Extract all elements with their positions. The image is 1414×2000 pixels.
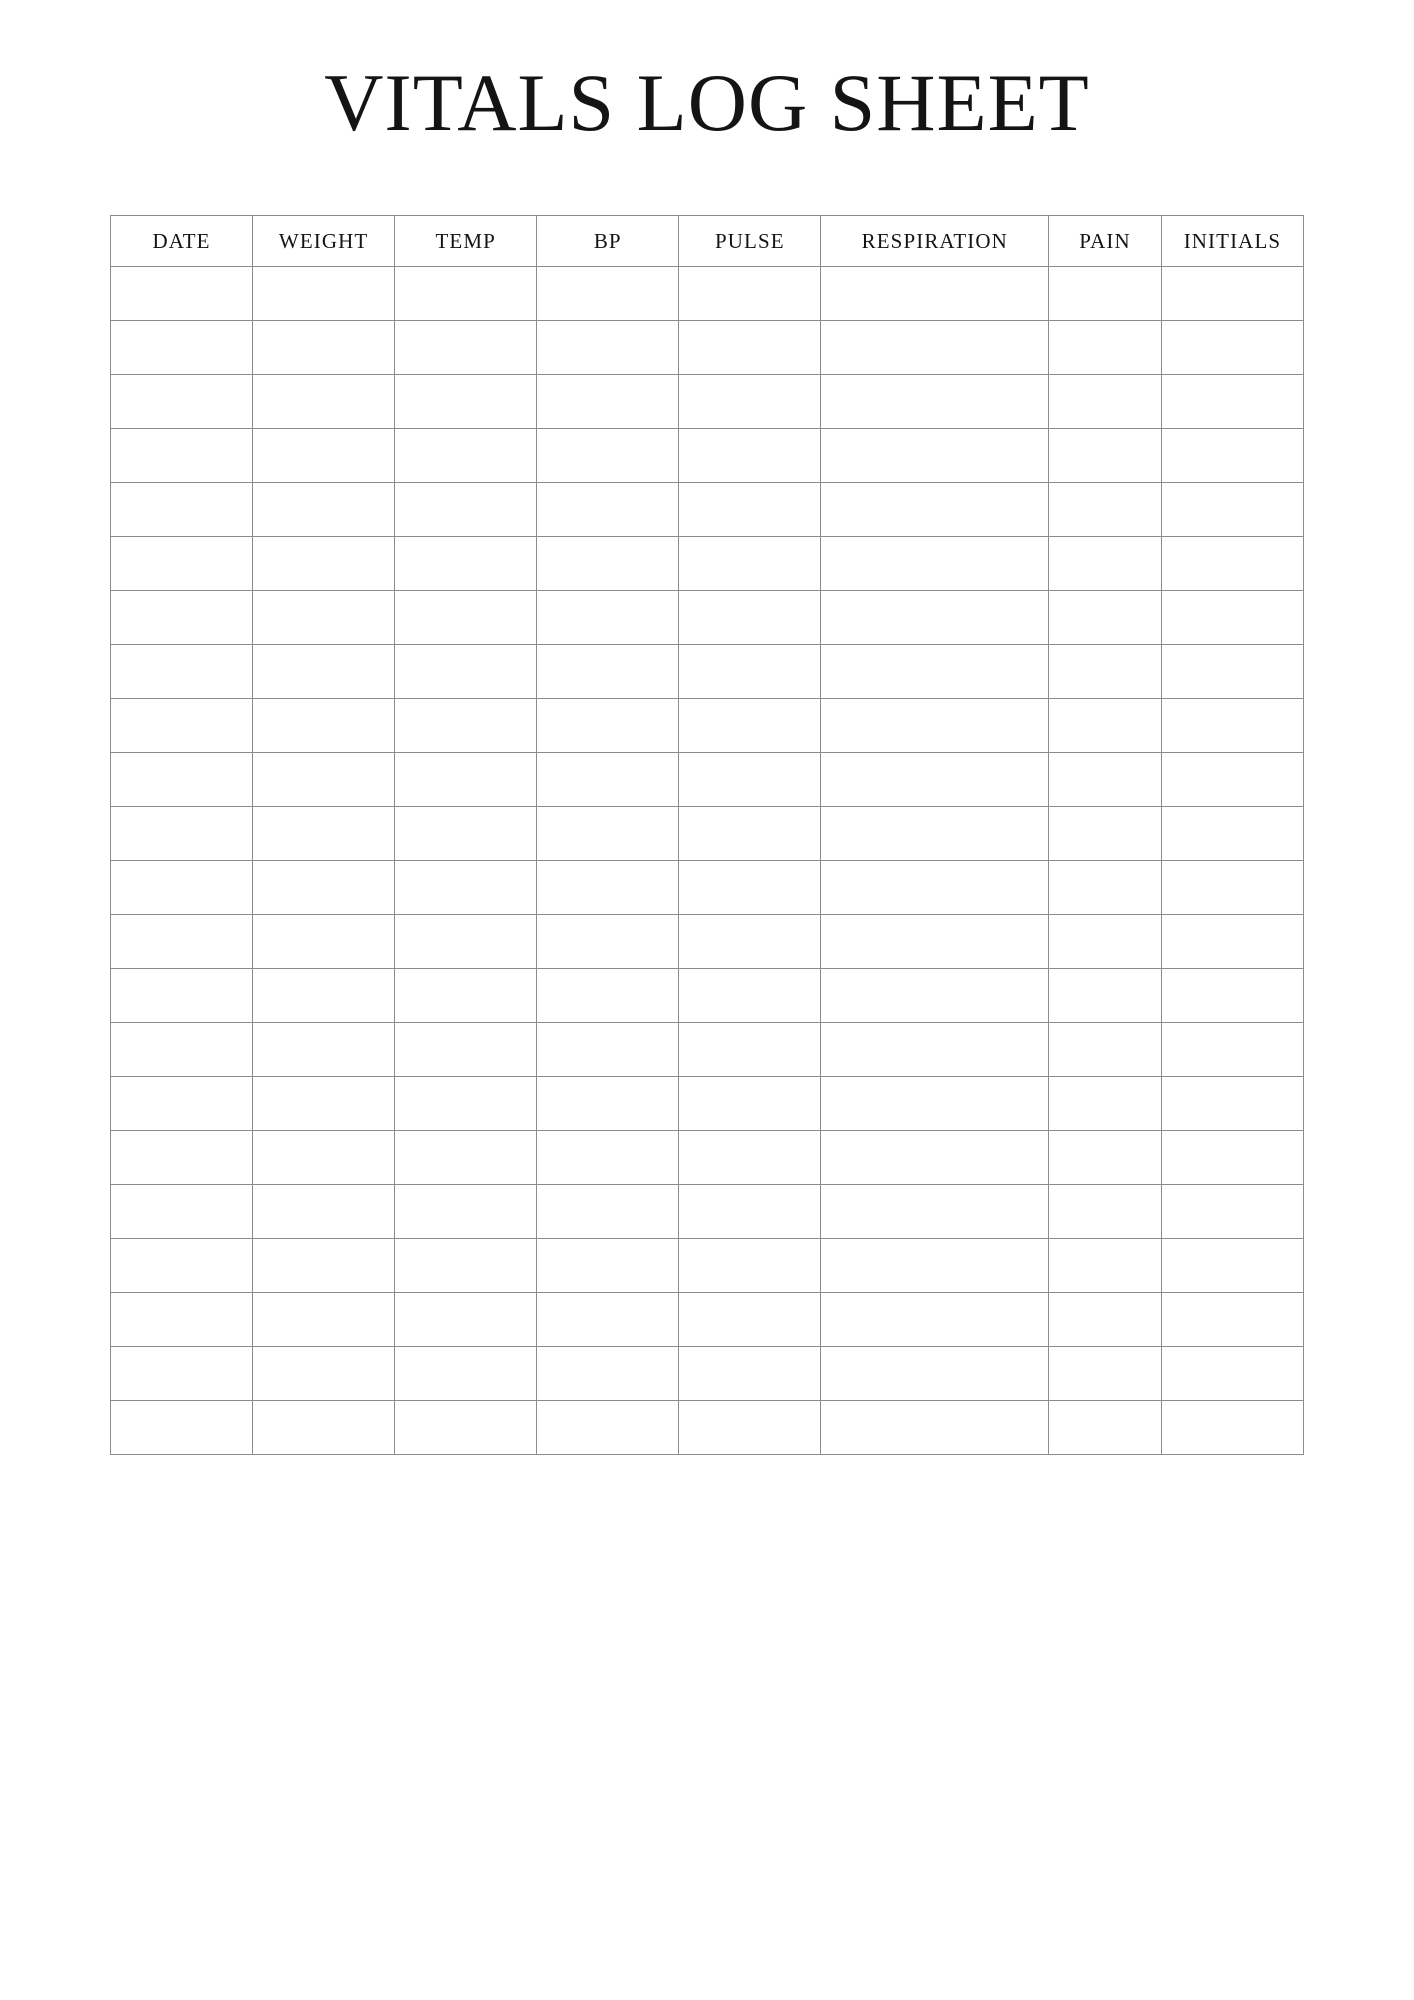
table-cell-weight[interactable] (253, 1185, 395, 1239)
table-cell-bp[interactable] (537, 915, 679, 969)
table-cell-pulse[interactable] (679, 861, 821, 915)
table-row (111, 1023, 1304, 1077)
table-cell-temp[interactable] (395, 645, 537, 699)
table-cell-temp[interactable] (395, 591, 537, 645)
column-header-weight: WEIGHT (253, 216, 395, 267)
table-cell-weight[interactable] (253, 537, 395, 591)
table-row (111, 1293, 1304, 1347)
table-cell-respiration[interactable] (821, 1293, 1049, 1347)
column-header-temp: TEMP (395, 216, 537, 267)
table-cell-weight[interactable] (253, 1401, 395, 1455)
table-cell-pain[interactable] (1049, 537, 1162, 591)
table-cell-temp[interactable] (395, 699, 537, 753)
table-cell-pain[interactable] (1049, 969, 1162, 1023)
table-cell-temp[interactable] (395, 321, 537, 375)
column-header-date: DATE (111, 216, 253, 267)
table-row (111, 807, 1304, 861)
table-cell-date[interactable] (111, 267, 253, 321)
table-row (111, 1131, 1304, 1185)
table-cell-initials[interactable] (1161, 1185, 1303, 1239)
table-row (111, 537, 1304, 591)
table-cell-initials[interactable] (1161, 969, 1303, 1023)
table-cell-pulse[interactable] (679, 645, 821, 699)
table-cell-date[interactable] (111, 699, 253, 753)
table-cell-date[interactable] (111, 1239, 253, 1293)
table-cell-pain[interactable] (1049, 645, 1162, 699)
table-cell-bp[interactable] (537, 1293, 679, 1347)
table-cell-bp[interactable] (537, 753, 679, 807)
table-cell-pulse[interactable] (679, 321, 821, 375)
table-cell-initials[interactable] (1161, 1077, 1303, 1131)
table-cell-bp[interactable] (537, 429, 679, 483)
table-cell-temp[interactable] (395, 429, 537, 483)
table-cell-respiration[interactable] (821, 321, 1049, 375)
table-cell-temp[interactable] (395, 861, 537, 915)
table-cell-temp[interactable] (395, 1347, 537, 1401)
table-cell-pulse[interactable] (679, 375, 821, 429)
table-cell-bp[interactable] (537, 1401, 679, 1455)
table-cell-weight[interactable] (253, 753, 395, 807)
table-cell-pain[interactable] (1049, 321, 1162, 375)
table-cell-date[interactable] (111, 375, 253, 429)
table-cell-respiration[interactable] (821, 1185, 1049, 1239)
table-cell-pain[interactable] (1049, 1023, 1162, 1077)
table-cell-initials[interactable] (1161, 645, 1303, 699)
table-cell-respiration[interactable] (821, 861, 1049, 915)
table-cell-date[interactable] (111, 753, 253, 807)
table-cell-temp[interactable] (395, 1077, 537, 1131)
table-cell-pain[interactable] (1049, 1239, 1162, 1293)
table-cell-bp[interactable] (537, 1239, 679, 1293)
table-cell-weight[interactable] (253, 915, 395, 969)
table-cell-pain[interactable] (1049, 753, 1162, 807)
table-cell-respiration[interactable] (821, 267, 1049, 321)
table-cell-pulse[interactable] (679, 969, 821, 1023)
table-cell-initials[interactable] (1161, 537, 1303, 591)
table-cell-weight[interactable] (253, 267, 395, 321)
table-header (111, 216, 1304, 267)
table-cell-initials[interactable] (1161, 861, 1303, 915)
table-cell-pain[interactable] (1049, 267, 1162, 321)
table-cell-pain[interactable] (1049, 429, 1162, 483)
table-cell-pulse[interactable] (679, 1239, 821, 1293)
table-row (111, 267, 1304, 321)
table-cell-temp[interactable] (395, 267, 537, 321)
table-cell-date[interactable] (111, 645, 253, 699)
table-cell-date[interactable] (111, 591, 253, 645)
table-cell-pulse[interactable] (679, 483, 821, 537)
table-cell-temp[interactable] (395, 375, 537, 429)
table-cell-date[interactable] (111, 1347, 253, 1401)
table-cell-temp[interactable] (395, 969, 537, 1023)
table-cell-bp[interactable] (537, 1077, 679, 1131)
table-cell-bp[interactable] (537, 375, 679, 429)
table-cell-pain[interactable] (1049, 1131, 1162, 1185)
table-cell-bp[interactable] (537, 321, 679, 375)
vitals-table-container (110, 215, 1304, 1455)
table-cell-pain[interactable] (1049, 915, 1162, 969)
column-header-respiration: RESPIRATION (821, 216, 1049, 267)
table-cell-weight[interactable] (253, 321, 395, 375)
table-cell-respiration[interactable] (821, 537, 1049, 591)
table-cell-respiration[interactable] (821, 915, 1049, 969)
table-cell-weight[interactable] (253, 645, 395, 699)
table-row (111, 1185, 1304, 1239)
table-cell-pain[interactable] (1049, 375, 1162, 429)
table-cell-bp[interactable] (537, 267, 679, 321)
table-cell-weight[interactable] (253, 1077, 395, 1131)
table-cell-temp[interactable] (395, 537, 537, 591)
table-cell-weight[interactable] (253, 1023, 395, 1077)
table-cell-date[interactable] (111, 1131, 253, 1185)
table-cell-pain[interactable] (1049, 483, 1162, 537)
table-cell-date[interactable] (111, 915, 253, 969)
table-row (111, 483, 1304, 537)
table-cell-initials[interactable] (1161, 591, 1303, 645)
table-cell-respiration[interactable] (821, 645, 1049, 699)
table-cell-pulse[interactable] (679, 1401, 821, 1455)
table-cell-bp[interactable] (537, 537, 679, 591)
table-cell-respiration[interactable] (821, 375, 1049, 429)
table-cell-pain[interactable] (1049, 591, 1162, 645)
column-header-pain: PAIN (1049, 216, 1162, 267)
table-cell-pulse[interactable] (679, 753, 821, 807)
column-header-bp: BP (537, 216, 679, 267)
table-cell-respiration[interactable] (821, 483, 1049, 537)
table-cell-initials[interactable] (1161, 699, 1303, 753)
table-cell-pulse[interactable] (679, 537, 821, 591)
table-cell-temp[interactable] (395, 1131, 537, 1185)
table-cell-pain[interactable] (1049, 1077, 1162, 1131)
table-cell-initials[interactable] (1161, 1131, 1303, 1185)
table-cell-bp[interactable] (537, 1131, 679, 1185)
table-cell-weight[interactable] (253, 1347, 395, 1401)
table-cell-weight[interactable] (253, 591, 395, 645)
table-cell-weight[interactable] (253, 969, 395, 1023)
table-cell-date[interactable] (111, 1023, 253, 1077)
table-cell-initials[interactable] (1161, 1401, 1303, 1455)
table-cell-date[interactable] (111, 1401, 253, 1455)
table-cell-respiration[interactable] (821, 807, 1049, 861)
table-row (111, 1347, 1304, 1401)
table-cell-bp[interactable] (537, 861, 679, 915)
table-cell-pulse[interactable] (679, 1077, 821, 1131)
table-cell-weight[interactable] (253, 699, 395, 753)
table-cell-initials[interactable] (1161, 753, 1303, 807)
table-cell-respiration[interactable] (821, 699, 1049, 753)
table-cell-weight[interactable] (253, 1293, 395, 1347)
table-row (111, 915, 1304, 969)
table-cell-date[interactable] (111, 321, 253, 375)
table-cell-pain[interactable] (1049, 1347, 1162, 1401)
table-cell-weight[interactable] (253, 483, 395, 537)
table-cell-temp[interactable] (395, 1239, 537, 1293)
column-header-pulse: PULSE (679, 216, 821, 267)
table-cell-bp[interactable] (537, 1023, 679, 1077)
table-cell-date[interactable] (111, 861, 253, 915)
table-cell-temp[interactable] (395, 753, 537, 807)
table-cell-respiration[interactable] (821, 1023, 1049, 1077)
table-cell-weight[interactable] (253, 1131, 395, 1185)
table-cell-weight[interactable] (253, 861, 395, 915)
table-row (111, 753, 1304, 807)
table-cell-pain[interactable] (1049, 1185, 1162, 1239)
table-cell-bp[interactable] (537, 483, 679, 537)
table-row (111, 645, 1304, 699)
table-cell-initials[interactable] (1161, 1293, 1303, 1347)
table-row (111, 699, 1304, 753)
table-cell-respiration[interactable] (821, 429, 1049, 483)
table-cell-bp[interactable] (537, 1185, 679, 1239)
table-cell-bp[interactable] (537, 1347, 679, 1401)
table-cell-initials[interactable] (1161, 1239, 1303, 1293)
table-cell-initials[interactable] (1161, 807, 1303, 861)
table-row (111, 1401, 1304, 1455)
table-cell-pulse[interactable] (679, 591, 821, 645)
table-cell-date[interactable] (111, 537, 253, 591)
table-cell-bp[interactable] (537, 645, 679, 699)
table-cell-respiration[interactable] (821, 1401, 1049, 1455)
table-cell-pain[interactable] (1049, 1293, 1162, 1347)
table-row (111, 861, 1304, 915)
table-cell-pulse[interactable] (679, 1185, 821, 1239)
table-cell-temp[interactable] (395, 1401, 537, 1455)
table-cell-date[interactable] (111, 483, 253, 537)
table-cell-bp[interactable] (537, 969, 679, 1023)
table-cell-pulse[interactable] (679, 1131, 821, 1185)
table-cell-pulse[interactable] (679, 1347, 821, 1401)
table-cell-bp[interactable] (537, 807, 679, 861)
table-cell-date[interactable] (111, 429, 253, 483)
table-cell-initials[interactable] (1161, 1023, 1303, 1077)
vitals-log-table (110, 215, 1304, 1455)
table-row (111, 429, 1304, 483)
table-row (111, 969, 1304, 1023)
table-cell-pulse[interactable] (679, 699, 821, 753)
table-cell-bp[interactable] (537, 591, 679, 645)
table-cell-bp[interactable] (537, 699, 679, 753)
table-cell-pain[interactable] (1049, 1401, 1162, 1455)
table-row (111, 1077, 1304, 1131)
table-cell-temp[interactable] (395, 1185, 537, 1239)
table-cell-initials[interactable] (1161, 321, 1303, 375)
table-cell-weight[interactable] (253, 429, 395, 483)
table-cell-respiration[interactable] (821, 1077, 1049, 1131)
table-cell-respiration[interactable] (821, 753, 1049, 807)
table-cell-date[interactable] (111, 807, 253, 861)
table-cell-temp[interactable] (395, 1293, 537, 1347)
table-cell-temp[interactable] (395, 483, 537, 537)
table-cell-date[interactable] (111, 1293, 253, 1347)
table-body (111, 267, 1304, 1455)
table-cell-initials[interactable] (1161, 1347, 1303, 1401)
table-header-row (111, 216, 1304, 267)
table-cell-pulse[interactable] (679, 1023, 821, 1077)
table-cell-temp[interactable] (395, 915, 537, 969)
table-cell-respiration[interactable] (821, 969, 1049, 1023)
table-cell-date[interactable] (111, 1077, 253, 1131)
table-cell-weight[interactable] (253, 807, 395, 861)
table-cell-pulse[interactable] (679, 429, 821, 483)
table-cell-initials[interactable] (1161, 483, 1303, 537)
table-cell-pulse[interactable] (679, 1293, 821, 1347)
table-row (111, 591, 1304, 645)
table-cell-initials[interactable] (1161, 915, 1303, 969)
table-cell-respiration[interactable] (821, 1239, 1049, 1293)
table-cell-pain[interactable] (1049, 807, 1162, 861)
table-cell-temp[interactable] (395, 1023, 537, 1077)
table-cell-date[interactable] (111, 969, 253, 1023)
table-cell-weight[interactable] (253, 1239, 395, 1293)
table-cell-respiration[interactable] (821, 591, 1049, 645)
table-cell-respiration[interactable] (821, 1131, 1049, 1185)
table-row (111, 1239, 1304, 1293)
table-cell-pulse[interactable] (679, 807, 821, 861)
table-cell-weight[interactable] (253, 375, 395, 429)
table-cell-date[interactable] (111, 1185, 253, 1239)
table-cell-pain[interactable] (1049, 861, 1162, 915)
table-cell-initials[interactable] (1161, 375, 1303, 429)
table-cell-respiration[interactable] (821, 1347, 1049, 1401)
column-header-initials: INITIALS (1161, 216, 1303, 267)
table-cell-initials[interactable] (1161, 429, 1303, 483)
table-cell-pulse[interactable] (679, 267, 821, 321)
table-row (111, 321, 1304, 375)
table-row (111, 375, 1304, 429)
page-title: VITALS LOG SHEET (324, 57, 1090, 148)
table-cell-pain[interactable] (1049, 699, 1162, 753)
table-cell-initials[interactable] (1161, 267, 1303, 321)
table-cell-pulse[interactable] (679, 915, 821, 969)
table-cell-temp[interactable] (395, 807, 537, 861)
